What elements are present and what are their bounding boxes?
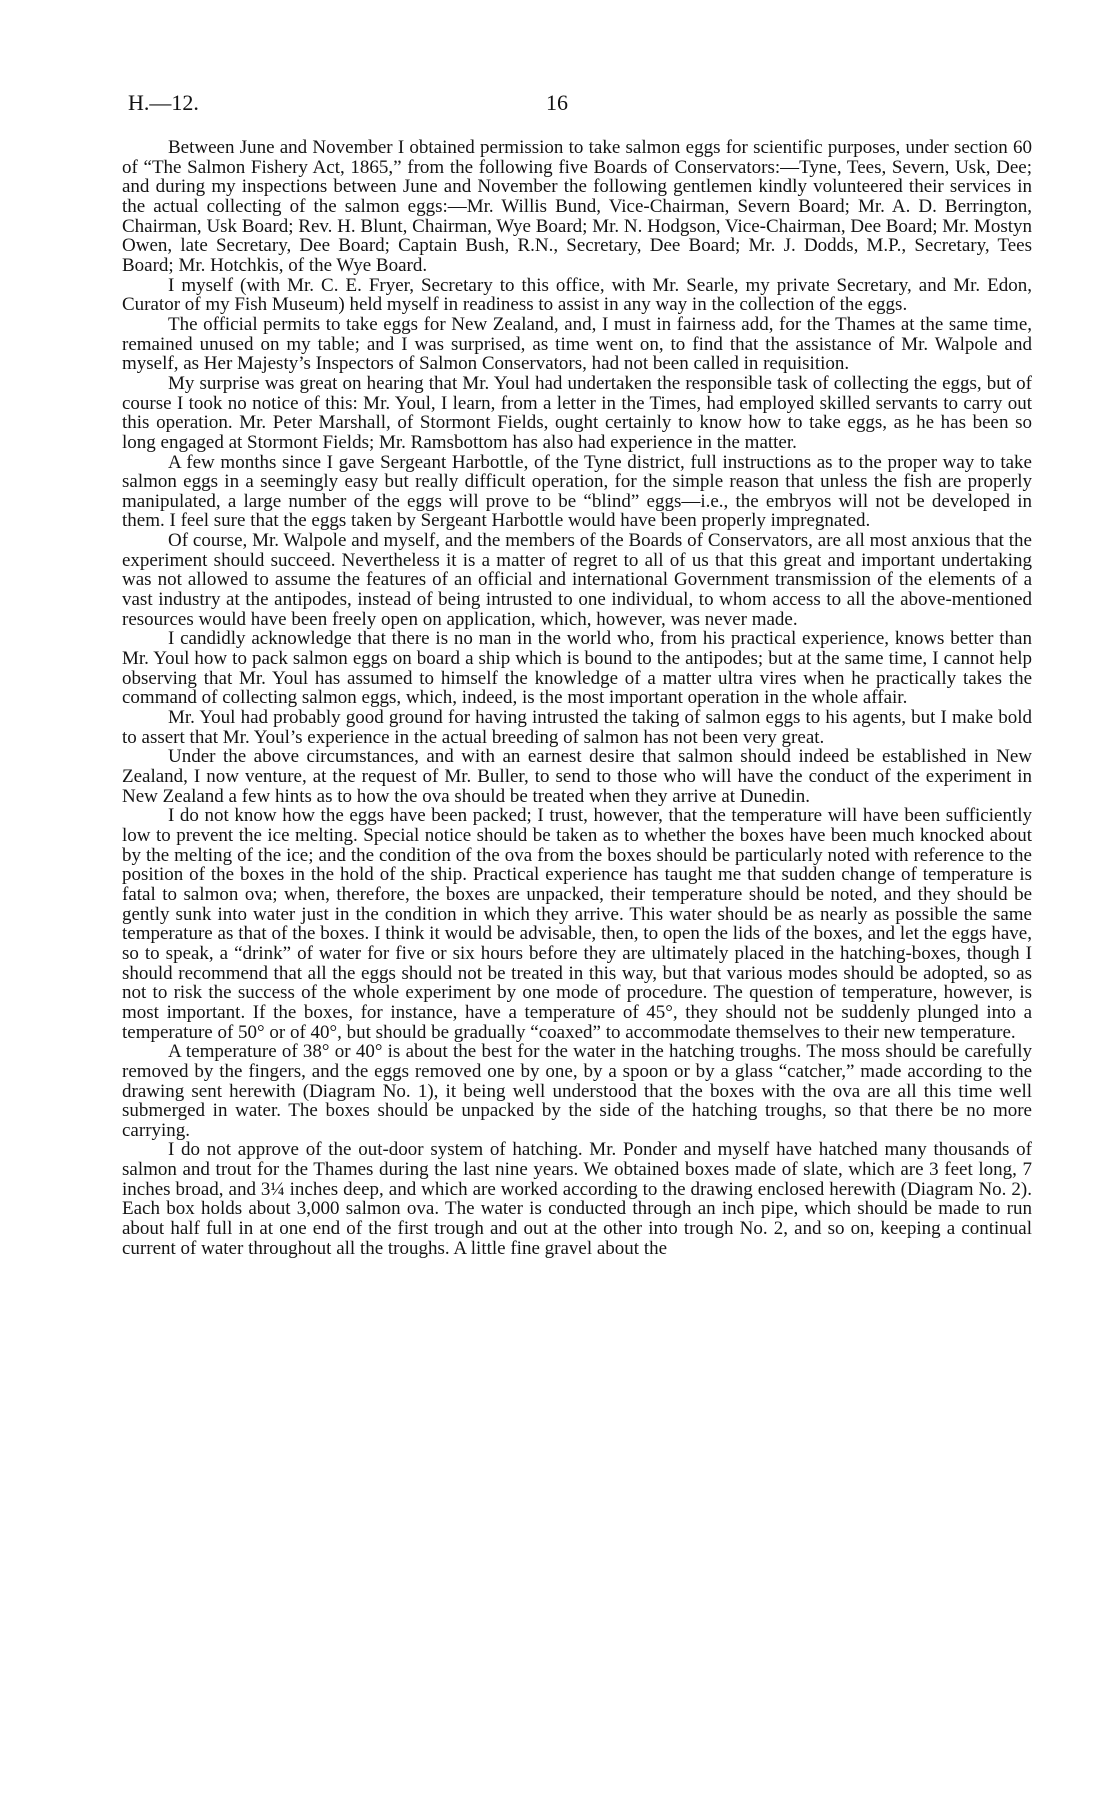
document-reference: H.—12. xyxy=(128,90,199,115)
paragraph: My surprise was great on hearing that Mr. Youl had undertaken the responsible task of collecting the eggs, but of course I took no notice of this: Mr. Youl, I learn, from a letter in the Times, had employed skilled servants to carry out this operation. Mr. Peter Marshall, of Stormont Fields, ought certainly to know how to take eggs, as he has been so long engaged at Stormont Fields; Mr. Ramsbottom has also had experience in the matter. xyxy=(122,372,1032,453)
paragraph: I do not approve of the out-door system of hatching. Mr. Ponder and myself have hatched many thousands of salmon and trout for the Thames during the last nine years. We obtained boxes made of slate, which are 3 feet long, 7 inches broad, and 3¼ inches deep, and which are worked according to the drawing enclosed herewith (Diagram No. 2). Each box holds about 3,000 salmon ova. The water is conducted through an inch pipe, which should be made to run about half full in at one end of the first trough and out at the other into trough No. 2, and so on, keeping a continual current of water throughout all the troughs. A little fine gravel about the xyxy=(122,1139,1032,1259)
paragraph: Of course, Mr. Walpole and myself, and the members of the Boards of Conservators, are all most anxious that the experiment should succeed. Nevertheless it is a matter of regret to all of us that this great and important undertaking was not allowed to assume the features of an official and international Government transmission of the elements of a vast industry at the antipodes, instead of being intrusted to one individual, to whom access to all the above-mentioned resources would have been freely open on application, which, however, was never made. xyxy=(122,530,1032,630)
paragraph: A few months since I gave Sergeant Harbottle, of the Tyne district, full instructions as to the proper way to take salmon eggs in a seemingly easy but really difficult operation, for the simple reason that unless the fish are properly manipulated, a large number of the eggs will prove to be “blind” eggs—i.e., the embryos will not be developed in them. I feel sure that the eggs taken by Sergeant Harbottle would have been properly impregnated. xyxy=(122,451,1032,532)
paragraph: I myself (with Mr. C. E. Fryer, Secretary to this office, with Mr. Searle, my private Secretary, and Mr. Edon, Curator of my Fish Museum) held myself in readiness to assist in any way in the collection of the eggs. xyxy=(122,274,1032,316)
paragraph: I candidly acknowledge that there is no man in the world who, from his practical experience, knows better than Mr. Youl how to pack salmon eggs on board a ship which is bound to the antipodes; but at the same time, I cannot help observing that Mr. Youl has assumed to himself the knowledge of a matter ultra vires when he practically takes the command of collecting salmon eggs, which, indeed, is the most important operation in the whole affair. xyxy=(122,628,1032,709)
body-text xyxy=(122,138,1032,1258)
paragraph: Under the above circumstances, and with an earnest desire that salmon should indeed be established in New Zealand, I now venture, at the request of Mr. Buller, to send to those who will have the conduct of the experiment in New Zealand a few hints as to how the ova should be treated when they arrive at Dunedin. xyxy=(122,746,1032,807)
paragraph: I do not know how the eggs have been packed; I trust, however, that the temperature will have been sufficiently low to prevent the ice melting. Special notice should be taken as to whether the boxes have been much knocked about by the melting of the ice; and the condition of the ova from the boxes should be particularly noted with reference to the position of the boxes in the hold of the ship. Practical experience has taught me that sudden change of temperature is fatal to salmon ova; when, therefore, the boxes are unpacked, their temperature should be noted, and they should be gently sunk into water just in the condition in which they arrive. This water should be as nearly as possible the same temperature as that of the boxes. I think it would be advisable, then, to open the lids of the boxes, and let the eggs have, so to speak, a “drink” of water for five or six hours before they are ultimately placed in the hatching-boxes, though I should recommend that all the eggs should not be treated in this way, but that various modes should be adopted, so as not to risk the success of the whole experiment by one mode of procedure. The question of temperature, however, is most important. If the boxes, for instance, have a temperature of 45°, they should not be suddenly plunged into a temperature of 50° or of 40°, but should be gradually “coaxed” to accommodate themselves to their new temperature. xyxy=(122,805,1032,1043)
paragraph: Mr. Youl had probably good ground for having intrusted the taking of salmon eggs to his agents, but I make bold to assert that Mr. Youl’s experience in the actual breeding of salmon has not been very great. xyxy=(122,707,1032,748)
paragraph: The official permits to take eggs for New Zealand, and, I must in fairness add, for the Thames at the same time, remained unused on my table; and I was surprised, as time went on, to find that the assistance of Mr. Walpole and myself, as Her Majesty’s Inspectors of Salmon Conservators, had not been called in requisition. xyxy=(122,313,1032,375)
page-header xyxy=(128,90,986,124)
page-number: 16 xyxy=(546,90,568,115)
paragraph: A temperature of 38° or 40° is about the best for the water in the hatching troughs. The moss should be carefully removed by the fingers, and the eggs removed one by one, by a spoon or by a glass “catcher,” made according to the drawing sent herewith (Diagram No. 1), it being well understood that the boxes with the ova are all this time well submerged in water. The boxes should be unpacked by the side of the hatching troughs, so that there be no more carrying. xyxy=(122,1041,1032,1141)
paragraph: Between June and November I obtained permission to take salmon eggs for scientific purposes, under section 60 of “The Salmon Fishery Act, 1865,” from the following five Boards of Conservators:—Tyne, Tees, Severn, Usk, Dee; and during my inspections between June and November the following gentlemen kindly volunteered their services in the actual collecting of the salmon eggs:—Mr. Willis Bund, Vice-Chairman, Severn Board; Mr. A. D. Berrington, Chairman, Usk Board; Rev. H. Blunt, Chairman, Wye Board; Mr. N. Hodgson, Vice-Chairman, Dee Board; Mr. Mostyn Owen, late Secretary, Dee Board; Captain Bush, R.N., Secretary, Dee Board; Mr. J. Dodds, M.P., Secretary, Tees Board; Mr. Hotchkis, of the Wye Board. xyxy=(122,137,1032,276)
